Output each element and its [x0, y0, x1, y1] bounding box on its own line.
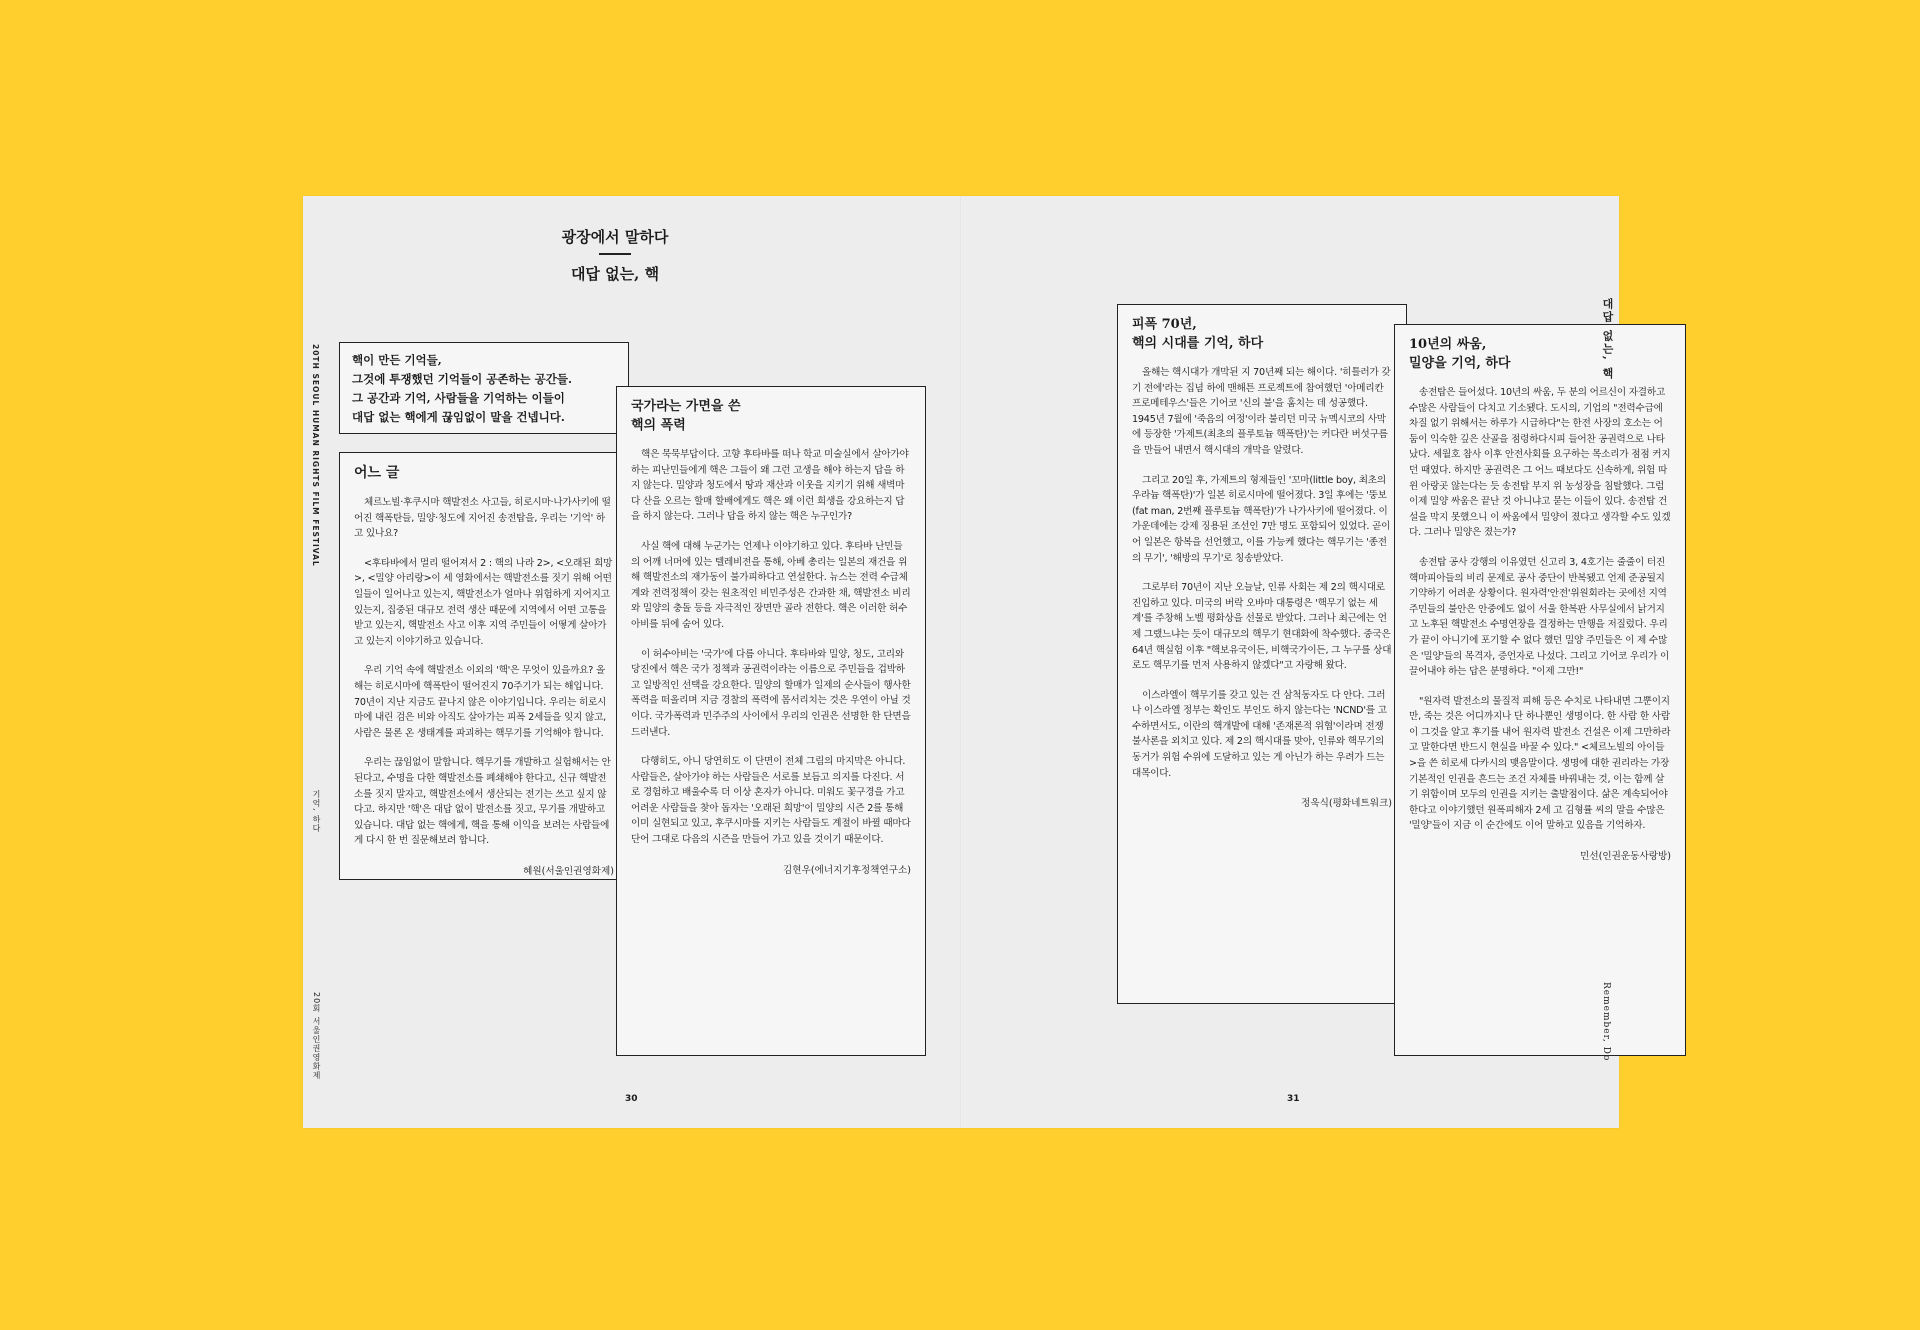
article-2-body: [631, 447, 911, 848]
right-page: [961, 196, 1671, 1128]
festival-edition-vertical: 20회 서울인권영화제: [312, 992, 321, 1080]
article-3-title: 피폭 70년, 핵의 시대를 기억, 하다: [1132, 317, 1264, 351]
article-3-body: [1132, 365, 1392, 781]
article-box-1: [339, 452, 629, 880]
intro-text: 핵이 만든 기억들, 그것에 투쟁했던 기억들이 공존하는 공간들. 그 공간과 기억, 사람들을 기억하는 이들이 대답 없는 핵에게 끊임없이 말을 건넵니다.: [352, 353, 572, 424]
article-4-title: 10년의 싸움, 밀양을 기억, 하다: [1409, 337, 1511, 371]
article-2-paragraph: 사실 핵에 대해 누군가는 언제나 이야기하고 있다. 후타바 난민들의 어깨 너머에 있는 텔레비전을 통해, 아베 총리는 일본의 재건을 위해 핵발전소의 재가동이 불가피하다고 연설한다. 뉴스는 전력 수급체계와 전력정책이 갖는 원초적인 비민주성은 간과한 채, 핵발전소 비리와 밀양의 충돌 등을 자극적인 장면만 골라 전한다. 핵은 이러한 허수아비를 뒤에 숨어 있다.: [631, 540, 911, 630]
magazine-spread: [303, 196, 1671, 1128]
section-title-vertical: 대답 없는, 핵: [1601, 298, 1614, 381]
header-divider: [599, 253, 631, 255]
festival-name-vertical: 20TH SEOUL HUMAN RIGHTS FILM FESTIVAL: [311, 344, 320, 567]
article-1-paragraph: 우리는 끊임없이 말합니다. 핵무기를 개발하고 실험해서는 안 된다고, 수명을 다한 핵발전소를 폐쇄해야 한다고, 신규 핵발전소를 짓지 말자고, 핵발전소에서 생산되는 전기는 쓰고 싶지 않다고. 하지만 '핵'은 대답 없이 발전소를 짓고, 무기를 개발하고 있습니다. 대답 없는 핵에게, 핵을 통해 이익을 보려는 사람들에게 다시 한 번 질문해보려 합니다.: [354, 757, 611, 847]
article-box-3: [1117, 304, 1407, 1004]
article-2-paragraph: 핵은 묵묵부답이다. 고향 후타바를 떠나 학교 미술실에서 살아가야 하는 피난민들에게 핵은 그들이 왜 그런 고생을 해야 하는지 답을 하지 않는다. 밀양과 청도에서 땅과 재산과 이웃을 지키기 위해 새벽마다 산을 오르는 할매 할배에게도 핵은 왜 이런 희생을 강요하는지 답을 하지 않는다. 그러나 답을 하지 않는 핵은 누구인가?: [631, 449, 909, 523]
article-box-4: [1394, 324, 1686, 1056]
article-2-title: 국가라는 가면을 쓴 핵의 폭력: [631, 399, 741, 433]
article-1-paragraph: <후타바에서 멀리 떨어져서 2 : 핵의 나라 2>, <오래된 희망>, <밀양 아리랑>이 세 영화에서는 핵발전소를 짓기 위해 어떤 일들이 일어나고 있는지, 핵발전소가 얼마나 위험하게 지어지고 있는지, 집중된 대규모 전력 생산 때문에 지역에서 어떤 고통을 받고 있는지, 핵발전소 사고 이후 지역 주민들이 어떻게 살아가고 있는지 이야기하고 있습니다.: [354, 557, 613, 647]
article-3-paragraph: 이스라엘이 핵무기를 갖고 있는 건 삼척동자도 다 안다. 그러나 이스라엘 정부는 확인도 부인도 하지 않는다는 'NCND'를 고수하면서도, 이란의 핵개발에 대해 '존재론적 위협'이라며 전쟁불사론을 외치고 있다. 제 2의 핵시대를 맞아, 인류와 핵무기의 동거가 위험 수위에 도달하고 있는 게 아닌가 하는 우려가 드는 대목이다.: [1132, 689, 1387, 779]
section-header: [555, 226, 675, 284]
section-name-vertical: 기억, 하다: [312, 790, 321, 834]
article-1-body: [354, 495, 614, 849]
section-english-vertical: Remember, Do: [1601, 982, 1611, 1062]
article-4-body: [1409, 385, 1671, 834]
article-2-paragraph: 다행히도, 아니 당연히도 이 단면이 전체 그림의 마지막은 아니다. 사람들은, 살아가야 하는 사람들은 서로를 보듬고 의지를 다진다. 서로 경험하고 배울수록 더 이상 혼자가 아니다. 미워도 꽃구경을 가고 어려운 사람들을 찾아 돕자는 '오래된 희망'이 밀양의 시즌 2를 통해 이미 실현되고 있고, 후쿠시마를 지키는 사람들도 계절이 바뀔 때마다 단어 그대로 다음의 시즌을 만들어 가고 있을 것이기 때문이다.: [631, 756, 911, 846]
article-3-paragraph: 그리고 20일 후, 가제트의 형제들인 '꼬마(little boy, 최초의 우라늄 핵폭탄)'가 일본 히로시마에 떨어졌다. 3일 후에는 '뚱보(fat man, 2번째 플루토늄 핵폭탄)'가 나가사키에 떨어졌다. 이 가운데에는 강제 징용된 조선인 7만 명도 포함되어 있었다. 곧이어 일본은 항복을 선언했고, 이를 가능케 했다는 핵무기는 '종전의 무기', '해방의 무기'로 칭송받았다.: [1132, 474, 1391, 564]
article-3-paragraph: 그로부터 70년이 지난 오늘날, 인류 사회는 제 2의 핵시대로 진입하고 있다. 미국의 버락 오바마 대통령은 '핵무기 없는 세계'를 주창해 노벨 평화상을 선물로 받았다. 그러나 최근에는 언제 그랬느냐는 듯이 대규모의 핵무기 현대화에 착수했다. 중국은 64년 핵실험 이후 "핵보유국이든, 비핵국가이든, 그 누구를 상대로도 핵무기를 먼저 사용하지 않겠다"고 자랑해 왔다.: [1132, 582, 1392, 672]
section-title: 광장에서 말하다: [561, 228, 669, 246]
article-1-paragraph: 체르노빌·후쿠시마 핵발전소 사고들, 히로시마·나가사키에 떨어진 핵폭탄들, 밀양·청도에 지어진 송전탑을, 우리는 '기억' 하고 있나요?: [354, 497, 611, 540]
article-box-2: [616, 386, 926, 1056]
article-3-paragraph: 올해는 핵시대가 개막된 지 70년째 되는 해이다. '히틀러가 갖기 전에'라는 집념 하에 맨해튼 프로젝트에 참여했던 '아메리칸 프로메테우스'들은 기어코 '신의 불'을 훔치는 데 성공했다. 1945년 7월에 '죽음의 여정'이라 불리던 미국 뉴멕시코의 사막에 등장한 '가제트(최초의 플루토늄 핵폭탄)'는 커다란 버섯구름을 만들어 내면서 핵시대의 개막을 알렸다.: [1132, 367, 1391, 456]
article-4-author: 민선(인권운동사랑방): [1580, 851, 1671, 863]
article-1-author: 혜원(서울인권영화제): [523, 865, 614, 877]
section-subtitle: 대답 없는, 핵: [570, 264, 660, 283]
article-1-title: 어느 글: [354, 465, 400, 481]
article-2-paragraph: 이 허수아비는 '국가'에 다름 아니다. 후타바와 밀양, 청도, 고리와 당진에서 핵은 국가 정책과 공권력이라는 이름으로 주민들을 겁박하고 일방적인 선택을 강요한다. 밀양의 할매가 일제의 순사들이 행사한 폭력을 떠올리며 지금 경찰의 폭력에 몸서리치는 것은 우연이 아닐 것이다. 국가폭력과 민주주의 사이에서 우리의 인권은 선명한 한 단면을 드러낸다.: [631, 648, 911, 738]
article-2-author: 김현우(에너지기후정책연구소): [783, 864, 911, 876]
page-number-left: 30: [625, 1094, 638, 1104]
page-number-right: 31: [1287, 1094, 1300, 1104]
intro-box: [339, 342, 629, 434]
article-1-paragraph: 우리 기억 속에 핵발전소 이외의 '핵'은 무엇이 있을까요? 올해는 히로시마에 핵폭탄이 떨어진지 70주기가 되는 해입니다. 70년이 지난 지금도 끝나지 않은 이야기입니다. 우리는 히로시마에 내린 검은 비와 아직도 살아가는 피폭 2세들을 잊지 않고, 사람은 물론 온 생태계를 파괴하는 핵무기를 기억해야 합니다.: [354, 665, 607, 739]
left-page: [303, 196, 961, 1128]
article-4-paragraph: 송전탑 공사 강행의 이유였던 신고리 3, 4호기는 줄줄이 터진 핵마피아들의 비리 문제로 공사 중단이 반복됐고 언제 준공될지 기약하기 어려운 상황이다. 원자력'안전'위원회라는 곳에선 지역 주민들의 불안은 안중에도 없이 서울 한복판 사무실에서 낡거지고 노후된 핵발전소 수명연장을 결정하는 만행을 저질렀다. 우리가 끝이 아니기에 포기할 수 없다 했던 밀양 주민들은 이 제 수많은 '밀양'들의 목격자, 증언자로 나섰다. 그리고 기어코 우리가 이끌어내야 하는 답은 분명하다. "이제 그만!": [1409, 556, 1670, 678]
article-4-paragraph: "원자력 발전소의 물질적 피해 등은 수치로 나타내면 그뿐이지만, 죽는 것은 어디까지나 단 하나뿐인 생명이다. 한 사람 한 사람이 그것을 알고 후기를 내어 원자력 발전소 건설은 이제 그만하라고 말한다면 반드시 현실을 바꿀 수 있다." <체르노빌의 아이들>을 쓴 히로세 다카시의 맺음말이다. 생명에 대한 권리라는 가장 기본적인 인권을 흔드는 조건 자체를 바꿔내는 것, 이는 함께 살기 위함이며 모두의 인권을 지키는 출발점이다. 삶은 계속되어야 한다고 이야기했던 원폭피해자 2세 고 김형률 씨의 말을 수많은 '밀양'들이 지금 이 순간에도 이어 말하고 있음을 기억하자.: [1409, 695, 1671, 832]
article-4-paragraph: 송전탑은 들어섰다. 10년의 싸움, 두 분의 어르신이 자결하고 수많은 사람들이 다치고 기소됐다. 도시의, 기업의 "전력수급에 차질 없기 위해서는 하루가 시급하다"는 한전 사장의 호소는 어둠이 익숙한 깊은 산골을 점령하다시피 들어찬 공권력으로 나타났다. 세월호 참사 이후 안전사회를 요구하는 목소리가 점점 커지던 때였다. 하지만 공권력은 그 어느 때보다도 신속하게, 위험 따윈 아랑곳 않는다는 듯 송전탑 부지 위 농성장을 침탈했다. 그럼 이제 밀양 싸움은 끝난 것 아니냐고 묻는 이들이 있다. 송전탑 건설을 막지 못했으니 이 싸움에서 밀양이 졌다고 생각할 수도 있겠다. 그러나 밀양은 졌는가?: [1409, 387, 1671, 539]
article-3-author: 정욱식(평화네트워크): [1301, 798, 1392, 810]
